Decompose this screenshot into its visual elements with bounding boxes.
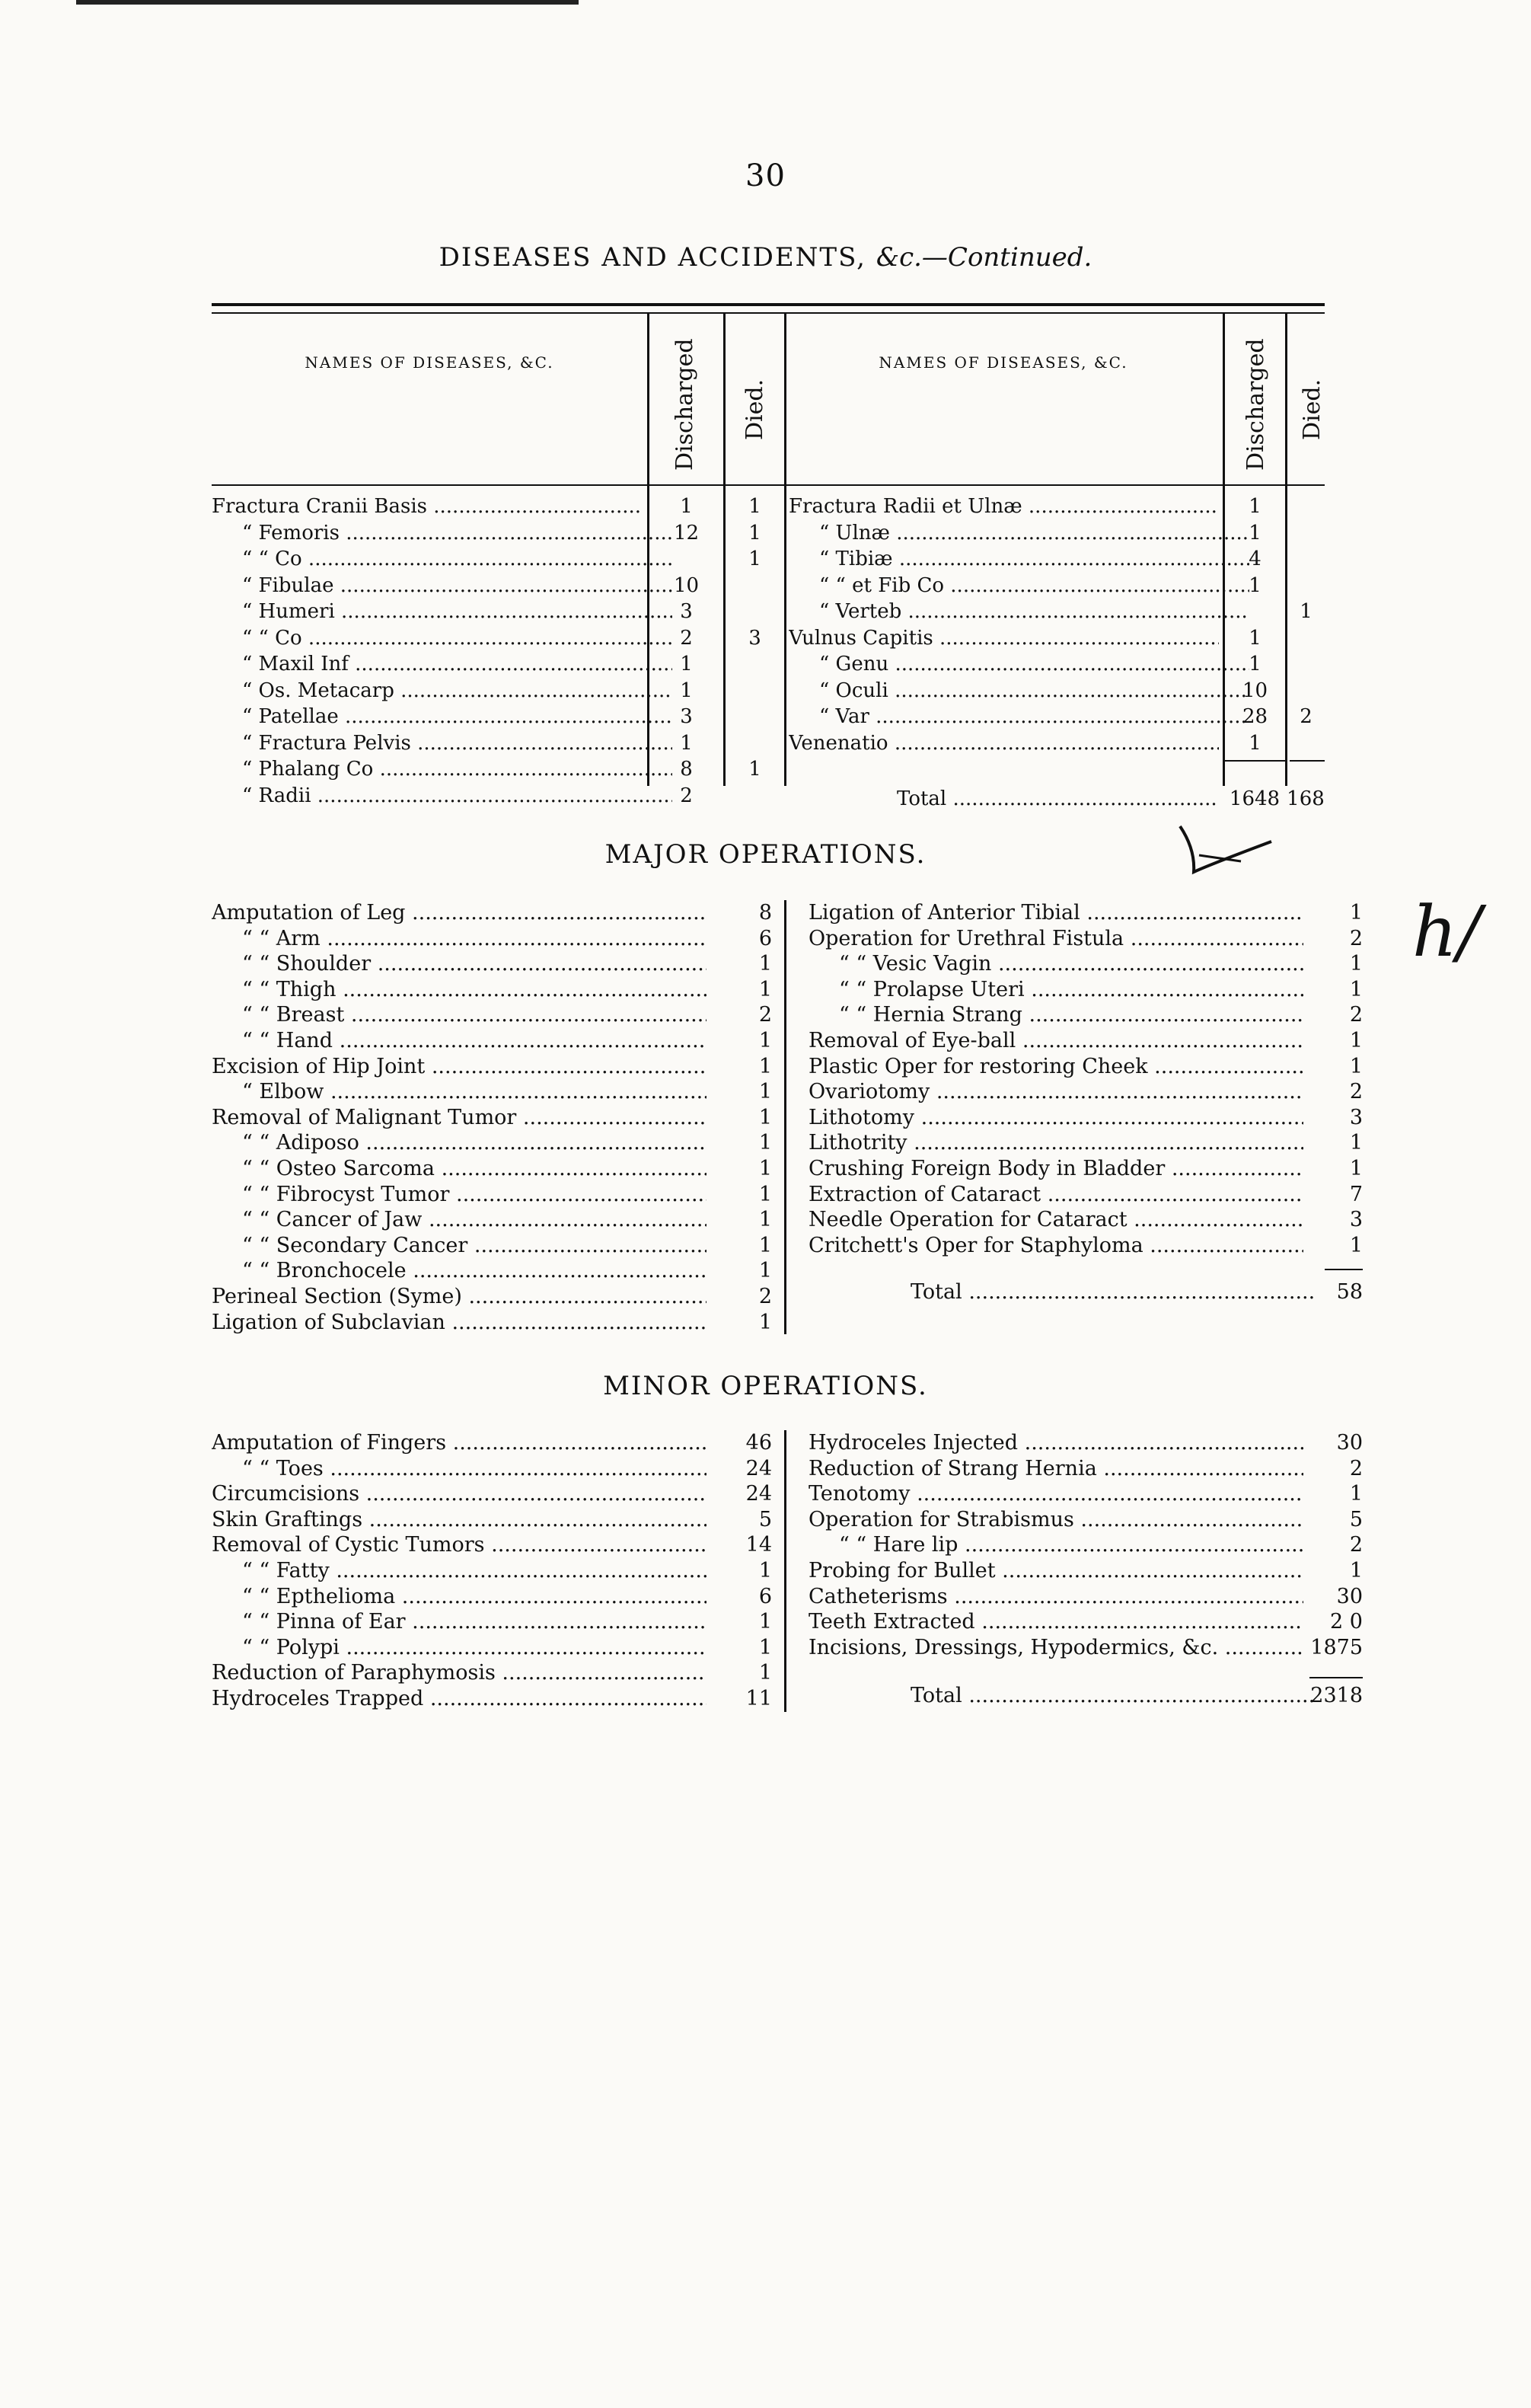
discharged-value: 1 [680, 679, 693, 702]
disease-name: “ Patellae ..... [212, 704, 672, 730]
list-item [212, 951, 706, 976]
list-item [809, 1584, 1303, 1609]
operation-count: 6 [758, 1584, 772, 1608]
list-item [212, 1430, 706, 1455]
operation-name: “ “ Vesic Vagin ..... [809, 951, 1303, 976]
operation-count: 1 [758, 1029, 772, 1052]
list-item [809, 1028, 1303, 1053]
operation-count: 1 [758, 1259, 772, 1283]
disease-name: “ Tibiæ ..... [789, 546, 1249, 572]
list-item [809, 951, 1303, 976]
operation-name: “ “ Bronchocele ..... [212, 1258, 706, 1283]
list-item [809, 1481, 1303, 1506]
operation-name: “ “ Prolapse Uteri ..... [809, 977, 1303, 1002]
discharged-value: 1 [680, 731, 693, 755]
operation-name: Probing for Bullet ..... [809, 1558, 1303, 1583]
operation-name: Needle Operation for Cataract ..... [809, 1207, 1303, 1232]
list-item [809, 1079, 1303, 1104]
operation-count: 30 [1336, 1431, 1363, 1455]
died-value: 1 [1300, 600, 1313, 623]
died-value [1287, 625, 1325, 651]
died-value [1287, 730, 1325, 756]
disease-name: “ Verteb ..... [789, 599, 1249, 624]
operation-name: Amputation of Fingers ..... [212, 1430, 706, 1455]
operation-name: Excision of Hip Joint ..... [212, 1054, 706, 1079]
marginal-note: h/ [1412, 891, 1482, 972]
list-item [212, 1584, 706, 1609]
operation-name: Teeth Extracted ..... [809, 1609, 1303, 1634]
operation-name: Operation for Strabismus ..... [809, 1507, 1303, 1532]
disease-name: Venenatio ..... [789, 730, 1219, 756]
list-item [212, 1686, 706, 1711]
operation-name: “ “ Fibrocyst Tumor ..... [212, 1182, 706, 1207]
operation-name: Reduction of Strang Hernia ..... [809, 1456, 1303, 1481]
operation-name: Removal of Cystic Tumors ..... [212, 1532, 706, 1557]
operation-count: 1 [1349, 1482, 1363, 1506]
operation-count: 6 [758, 926, 772, 950]
header-died-left: Died. [742, 378, 768, 440]
died-value [1287, 678, 1325, 704]
list-item [212, 1609, 706, 1634]
disease-name: “ Fibulae ..... [212, 573, 672, 599]
operation-name: “ Elbow ..... [212, 1079, 706, 1104]
disease-name: “ Os. Metacarp ..... [212, 678, 672, 704]
table-row [789, 520, 1219, 546]
died-value [726, 599, 784, 624]
discharged-value: 1 [680, 495, 693, 518]
minor-operations-heading: MINOR OPERATIONS. [603, 1371, 928, 1401]
header-died-right: Died. [1299, 378, 1325, 440]
header-discharged-left: Discharged [671, 338, 698, 471]
list-item [809, 1156, 1303, 1181]
disease-name: “ Var ..... [789, 704, 1249, 730]
diseases-total-died: 168 [1287, 787, 1325, 810]
operation-name: Skin Graftings ..... [212, 1507, 706, 1532]
minor-total-label: Total ..... [911, 1683, 1314, 1708]
operation-count: 1 [758, 1080, 772, 1104]
operation-count: 1 [758, 1610, 772, 1634]
table-row [212, 730, 642, 756]
table-row [789, 546, 1219, 572]
operation-name: “ “ Adiposo ..... [212, 1130, 706, 1155]
discharged-value: 1 [1249, 731, 1261, 755]
major-total-value: 58 [1336, 1280, 1363, 1304]
list-item [809, 1002, 1303, 1027]
list-item [212, 1258, 706, 1283]
list-item [212, 1028, 706, 1053]
list-item [809, 1430, 1303, 1455]
operation-name: “ “ Hand ..... [212, 1028, 706, 1053]
operation-count: 8 [758, 901, 772, 925]
list-item [809, 1105, 1303, 1130]
list-item [212, 1054, 706, 1079]
operation-name: Critchett's Oper for Staphyloma ..... [809, 1233, 1303, 1258]
disease-name: Fractura Cranii Basis ..... [212, 493, 642, 519]
discharged-value: 1 [680, 653, 693, 675]
operation-count: 1 [1349, 1131, 1363, 1155]
operation-name: “ “ Thigh ..... [212, 977, 706, 1002]
operation-name: “ “ Eptheliomа ..... [212, 1584, 706, 1609]
major-operations-heading: MAJOR OPERATIONS. [604, 839, 927, 870]
operation-count: 1 [758, 1054, 772, 1078]
total-rule [1224, 760, 1285, 762]
title-main: DISEASES AND ACCIDENTS, [439, 242, 866, 273]
operation-name: Reduction of Paraphymosis ..... [212, 1660, 706, 1685]
died-value: 1 [748, 521, 761, 545]
operation-count: 2 [1349, 1080, 1363, 1104]
operation-count: 1 [758, 952, 772, 976]
list-item [809, 1532, 1303, 1557]
died-value: 1 [748, 495, 761, 518]
operation-count: 24 [745, 1482, 772, 1506]
table-row [212, 625, 642, 651]
operation-name: “ “ Osteo Sarcoma ..... [212, 1156, 706, 1181]
disease-name: “ Oculi ..... [789, 678, 1249, 704]
died-value [726, 678, 784, 704]
operation-name: “ “ Hare lip ..... [809, 1532, 1303, 1557]
disease-name: “ Phalang Co ..... [212, 756, 672, 782]
operation-count: 1 [1349, 1233, 1363, 1257]
table-row [212, 599, 642, 624]
list-item [809, 1507, 1303, 1532]
operation-name: “ “ Cancer of Jaw ..... [212, 1207, 706, 1232]
title-continued: &c.—Continued. [876, 242, 1092, 273]
operation-count: 7 [1349, 1182, 1363, 1206]
operation-count: 14 [745, 1533, 772, 1557]
diseases-total-discharged: 1648 [1229, 787, 1281, 810]
operation-count: 1875 [1310, 1635, 1363, 1659]
discharged-value: 3 [680, 600, 693, 623]
operation-count: 1 [758, 1131, 772, 1155]
operation-name: “ “ Hernia Strang ..... [809, 1002, 1303, 1027]
operation-count: 1 [1349, 1559, 1363, 1582]
header-names-right: NAMES OF DISEASES, &C. [879, 353, 1128, 372]
operation-name: “ “ Toes ..... [212, 1456, 706, 1481]
died-value: 1 [748, 758, 761, 781]
disease-name: “ Radii ..... [212, 783, 672, 809]
discharged-value: 28 [1242, 705, 1268, 728]
operation-count: 1 [1349, 952, 1363, 976]
table-row [212, 493, 642, 519]
died-value [1287, 573, 1325, 599]
operation-count: 2 [1349, 1003, 1363, 1027]
operation-name: “ “ Fatty ..... [212, 1558, 706, 1583]
died-value [726, 704, 784, 730]
died-value [726, 783, 784, 809]
list-item [809, 1558, 1303, 1583]
list-item [809, 1054, 1303, 1079]
operation-count: 1 [758, 1233, 772, 1257]
list-item [212, 1660, 706, 1685]
operation-name: Removal of Eye-ball ..... [809, 1028, 1303, 1053]
list-item [809, 1609, 1303, 1634]
disease-name: “ “ et Fib Co ..... [789, 573, 1249, 599]
list-item [809, 1233, 1303, 1258]
list-item [212, 1002, 706, 1027]
list-item [809, 1207, 1303, 1232]
discharged-value: 1 [1249, 653, 1261, 675]
table-rule-top-thin [212, 312, 1325, 314]
page-title [0, 242, 1531, 273]
list-item [212, 1456, 706, 1481]
table-row [789, 678, 1219, 704]
operation-name: Tenotomy ..... [809, 1481, 1303, 1506]
list-item [212, 1558, 706, 1583]
operation-count: 46 [745, 1431, 772, 1455]
disease-name: “ Humeri ..... [212, 599, 672, 624]
header-discharged-right: Discharged [1242, 338, 1269, 471]
operation-name: Ligation of Anterior Tibial ..... [809, 900, 1303, 925]
operation-count: 24 [745, 1456, 772, 1480]
operation-name: Ligation of Subclavian ..... [212, 1310, 706, 1335]
operation-count: 2 [758, 1003, 772, 1027]
diseases-table [212, 303, 1325, 818]
list-item [809, 1182, 1303, 1207]
operation-count: 3 [1349, 1105, 1363, 1129]
minor-total-rule [1309, 1677, 1363, 1678]
list-item [212, 977, 706, 1002]
minor-total-value: 2318 [1310, 1684, 1363, 1707]
operation-count: 1 [758, 1208, 772, 1232]
list-item [212, 1105, 706, 1130]
list-item [809, 900, 1303, 925]
died-value: 1 [748, 548, 761, 570]
discharged-value: 10 [1242, 679, 1268, 702]
table-row [789, 599, 1219, 624]
operation-count: 1 [1349, 901, 1363, 925]
operation-count: 1 [758, 1105, 772, 1129]
disease-name: “ Ulnæ ..... [789, 520, 1249, 546]
major-total-rule [1325, 1269, 1363, 1270]
operation-count: 1 [758, 1635, 772, 1659]
operation-name: Circumcisions ..... [212, 1481, 706, 1506]
operation-count: 1 [758, 1182, 772, 1206]
discharged-value: 1 [1249, 495, 1261, 518]
died-value [1287, 546, 1325, 572]
operation-count: 5 [758, 1507, 772, 1531]
operation-name: Perineal Section (Syme) ..... [212, 1284, 706, 1309]
table-row [212, 704, 642, 730]
operation-count: 1 [1349, 1029, 1363, 1052]
major-total-label: Total ..... [911, 1279, 1314, 1305]
operation-name: “ “ Secondary Cancer ..... [212, 1233, 706, 1258]
table-row [789, 704, 1219, 730]
died-value: 3 [748, 626, 761, 650]
print-edge-artifact [76, 0, 579, 5]
discharged-value: 2 [680, 784, 693, 807]
list-item [809, 1456, 1303, 1481]
operation-count: 1 [758, 977, 772, 1001]
operation-count: 1 [758, 1157, 772, 1180]
operation-name: Ovariotomy ..... [809, 1079, 1303, 1104]
operation-name: Plastic Oper for restoring Cheek ..... [809, 1054, 1303, 1079]
died-value [726, 651, 784, 677]
operation-count: 1 [1349, 977, 1363, 1001]
disease-name: “ Fractura Pelvis ..... [212, 730, 672, 756]
operation-name: Incisions, Dressings, Hypodermics, &c. ..... [809, 1635, 1303, 1660]
table-row [212, 783, 642, 809]
operation-name: Lithotomy ..... [809, 1105, 1303, 1130]
table-row [212, 756, 642, 782]
list-item [809, 1635, 1303, 1660]
table-row [212, 546, 642, 572]
operation-name: Lithotrity ..... [809, 1130, 1303, 1155]
operation-count: 30 [1336, 1584, 1363, 1608]
table-row [789, 625, 1219, 651]
discharged-value: 2 [680, 626, 693, 650]
operation-count: 1 [1349, 1157, 1363, 1180]
table-row [789, 651, 1219, 677]
disease-name: “ “ Co ..... [212, 546, 672, 572]
header-names-left: NAMES OF DISEASES, &C. [305, 353, 554, 372]
page-number: 30 [745, 158, 786, 193]
table-row [212, 678, 642, 704]
list-item [809, 926, 1303, 951]
operation-name: Crushing Foreign Body in Bladder ..... [809, 1156, 1303, 1181]
operation-count: 2 [1349, 1456, 1363, 1480]
died-value [726, 730, 784, 756]
list-item [212, 1156, 706, 1181]
operation-count: 5 [1349, 1507, 1363, 1531]
operation-count: 1 [758, 1559, 772, 1582]
died-value [1287, 493, 1325, 519]
discharged-value [1225, 599, 1285, 624]
discharged-value: 1 [1249, 573, 1261, 597]
died-value [1287, 520, 1325, 546]
disease-name: “ Femoris ..... [212, 520, 672, 546]
operation-name: “ “ Arm ..... [212, 926, 706, 951]
col-divider [784, 314, 786, 786]
discharged-value: 10 [673, 573, 700, 597]
discharged-value: 1 [1249, 521, 1261, 545]
table-rule-top [212, 303, 1325, 306]
operation-name: Hydroceles Trapped ..... [212, 1686, 706, 1711]
operation-name: Extraction of Cataract ..... [809, 1182, 1303, 1207]
operation-count: 2 [1349, 1533, 1363, 1557]
list-item [809, 1130, 1303, 1155]
table-rule-header [212, 484, 1325, 486]
disease-name: “ Genu ..... [789, 651, 1249, 677]
disease-name: Fractura Radii et Ulnæ ..... [789, 493, 1219, 519]
table-row [789, 573, 1219, 599]
operation-name: “ “ Pinna of Ear ..... [212, 1609, 706, 1634]
list-item [212, 1130, 706, 1155]
table-row [212, 573, 642, 599]
table-row [212, 651, 642, 677]
operation-count: 2 [1349, 926, 1363, 950]
list-item [212, 1079, 706, 1104]
list-item [212, 1182, 706, 1207]
discharged-value: 4 [1249, 548, 1261, 570]
operation-name: Operation for Urethral Fistula ..... [809, 926, 1303, 951]
list-item [212, 1310, 706, 1335]
list-item [212, 926, 706, 951]
discharged-value: 3 [680, 705, 693, 728]
discharged-value: 1 [1249, 626, 1261, 650]
died-value: 2 [1300, 705, 1313, 728]
operation-count: 2 [758, 1285, 772, 1308]
discharged-value: 12 [673, 521, 700, 545]
disease-name: “ Maxil Inf ..... [212, 651, 672, 677]
list-item [212, 1207, 706, 1232]
major-col-divider [784, 900, 786, 1334]
list-item [212, 1284, 706, 1309]
disease-name: Vulnus Capitis ..... [789, 625, 1219, 651]
died-value [1287, 651, 1325, 677]
operation-name: Amputation of Leg ..... [212, 900, 706, 925]
operation-count: 11 [745, 1687, 772, 1710]
total-rule [1290, 760, 1325, 762]
operation-name: Removal of Malignant Tumor ..... [212, 1105, 706, 1130]
list-item [212, 1635, 706, 1660]
list-item [212, 900, 706, 925]
minor-col-divider [784, 1430, 786, 1712]
table-row [789, 730, 1219, 756]
operation-count: 2 0 [1330, 1610, 1363, 1634]
operation-count: 1 [758, 1661, 772, 1685]
list-item [212, 1233, 706, 1258]
discharged-value: 8 [680, 758, 693, 781]
table-row [789, 493, 1219, 519]
operation-count: 1 [1349, 1054, 1363, 1078]
table-row [212, 520, 642, 546]
diseases-total-label: Total ..... [897, 786, 1217, 812]
operation-count: 1 [758, 1310, 772, 1334]
list-item [809, 977, 1303, 1002]
operation-name: Hydroceles Injected ..... [809, 1430, 1303, 1455]
operation-name: “ “ Shoulder ..... [212, 951, 706, 976]
list-item [212, 1481, 706, 1506]
disease-name: “ “ Co ..... [212, 625, 672, 651]
discharged-value [649, 546, 723, 572]
operation-name: Catheterisms ..... [809, 1584, 1303, 1609]
died-value [726, 573, 784, 599]
operation-count: 3 [1349, 1208, 1363, 1232]
list-item [212, 1532, 706, 1557]
list-item [212, 1507, 706, 1532]
operation-name: “ “ Breast ..... [212, 1002, 706, 1027]
operation-name: “ “ Polypi ..... [212, 1635, 706, 1660]
